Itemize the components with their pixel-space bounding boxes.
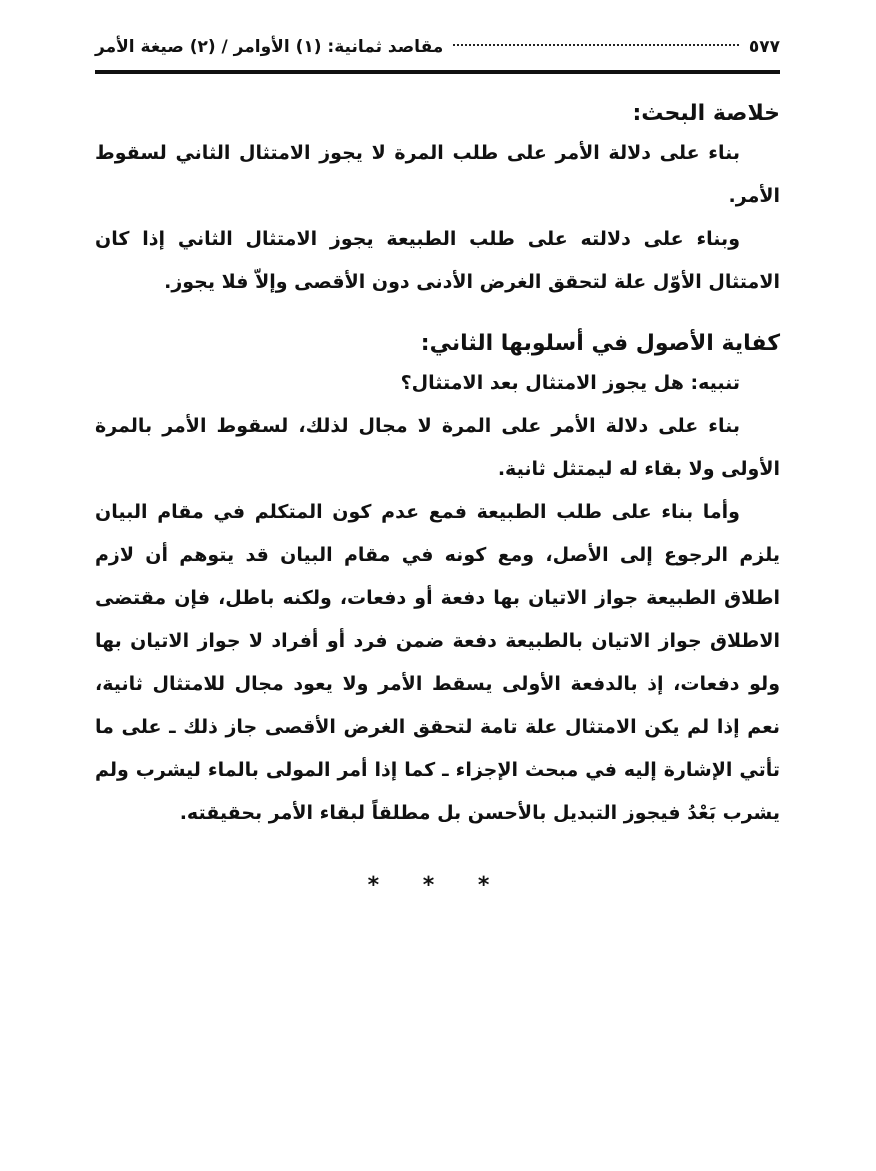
header-dotted-leader <box>453 44 739 46</box>
paragraph: بناء على دلالة الأمر على المرة لا مجال لذلك، لسقوط الأمر بالمرة الأولى ولا بقاء له ليمتثل ثانية. <box>95 415 780 480</box>
running-title: مقاصد ثمانية: (١) الأوامر / (٢) صيغة الأمر <box>95 37 444 57</box>
page-content <box>95 30 780 898</box>
paragraph: وبناء على دلالته على طلب الطبيعة يجوز الامتثال الثاني إذا كان الامتثال الأوّل علة لتحقق الغرض الأدنى دون الأقصى وإلاّ فلا يجوز. <box>95 228 780 293</box>
header-rule <box>95 70 780 74</box>
paragraph: بناء على دلالة الأمر على طلب المرة لا يجوز الامتثال الثاني لسقوط الأمر. <box>95 142 780 207</box>
page-number: ٥٧٧ <box>748 37 780 57</box>
paragraph: وأما بناء على طلب الطبيعة فمع عدم كون المتكلم في مقام البيان يلزم الرجوع إلى الأصل، ومع كونه في مقام البيان قد يتوهم أن لازم اطلاق الطبيعة جواز الاتيان بها دفعة أو دفعات، ولكنه باطل، فإن مقتضى الاطلاق جواز الاتيان بالطبيعة دفعة ضمن فرد أو أفراد لا جواز الاتيان بها ولو دفعات، إذ بالدفعة الأولى يسقط الأمر ولا يعود مجال للامتثال ثانية، نعم إذا لم يكن الامتثال علة تامة لتحقق الغرض الأقصى جاز ذلك ـ على ما تأتي الإشارة إليه في مبحث الإجزاء ـ كما إذا أمر المولى بالماء ليشرب ولم يشرب بَعْدُ فيجوز التبديل بالأحسن بل مطلقاً لبقاء الأمر بحقيقته. <box>95 501 780 824</box>
page-header <box>95 30 780 64</box>
section-separator: * * * <box>367 873 508 898</box>
section-heading-summary: خلاصة البحث: <box>632 101 780 126</box>
note-question: تنبيه: هل يجوز الامتثال بعد الامتثال؟ <box>400 372 740 394</box>
section-heading-kifaya: كفاية الأصول في أسلوبها الثاني: <box>420 331 780 356</box>
